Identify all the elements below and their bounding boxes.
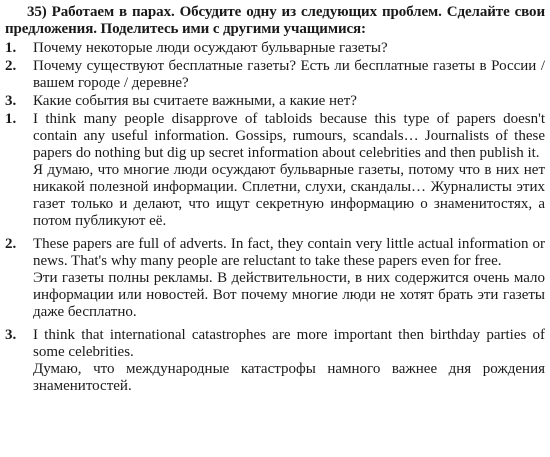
answer-item — [5, 327, 545, 395]
answer-body — [33, 236, 545, 321]
answer-number: 2. — [5, 236, 17, 252]
answer-english: I think many people disapprove of tabloids because this type of papers doesn't contain any useful information. Gossips, rumours, scandals… Journalists of these papers do nothing but dig up secret information about celebrities and then publish it. — [33, 111, 545, 161]
question-number: 1. — [5, 40, 17, 56]
answer-item — [5, 111, 545, 230]
answer-body — [33, 111, 545, 230]
answer-number: 1. — [5, 111, 17, 127]
answer-body — [33, 327, 545, 395]
answer-russian: Я думаю, что многие люди осуждают бульварные газеты, потому что в них нет никакой полезной информации. Сплетни, слухи, скандалы… Журналисты этих газет только и делают, что ищут секретную информацию о знаменитостях, а потом публикуют её. — [33, 162, 545, 229]
question-text: Почему существуют бесплатные газеты? Есть ли бесплатные газеты в России / вашем городе / деревне? — [33, 58, 545, 91]
question-number: 3. — [5, 93, 17, 109]
question-item — [5, 93, 545, 110]
question-number: 2. — [5, 58, 17, 74]
answer-russian: Эти газеты полны рекламы. В действительности, в них содержится очень мало информации или новостей. Вот почему многие люди не хотят брать эти газеты даже бесплатно. — [33, 270, 545, 320]
answer-item — [5, 236, 545, 321]
answer-list — [5, 111, 545, 395]
textbook-page — [5, 4, 545, 401]
question-text: Какие события вы считаете важными, а какие нет? — [33, 93, 357, 109]
answer-russian: Думаю, что международные катастрофы намного важнее дня рождения знаменитостей. — [33, 361, 545, 394]
question-item — [5, 58, 545, 92]
task-instruction: Работаем в парах. Обсудите одну из следующих проблем. Сделайте свои предложения. Поделитесь ими с другими учащимися: — [5, 4, 545, 37]
task-heading — [5, 4, 545, 38]
question-text: Почему некоторые люди осуждают бульварные газеты? — [33, 40, 388, 56]
answer-english: I think that international catastrophes are more important then birthday parties of some celebrities. — [33, 327, 545, 360]
answer-number: 3. — [5, 327, 17, 343]
question-item — [5, 40, 545, 57]
answer-english: These papers are full of adverts. In fact, they contain very little actual information or news. That's why many people are reluctant to take these papers even for free. — [33, 236, 545, 269]
question-list — [5, 40, 545, 110]
task-number: 35) — [27, 4, 47, 20]
